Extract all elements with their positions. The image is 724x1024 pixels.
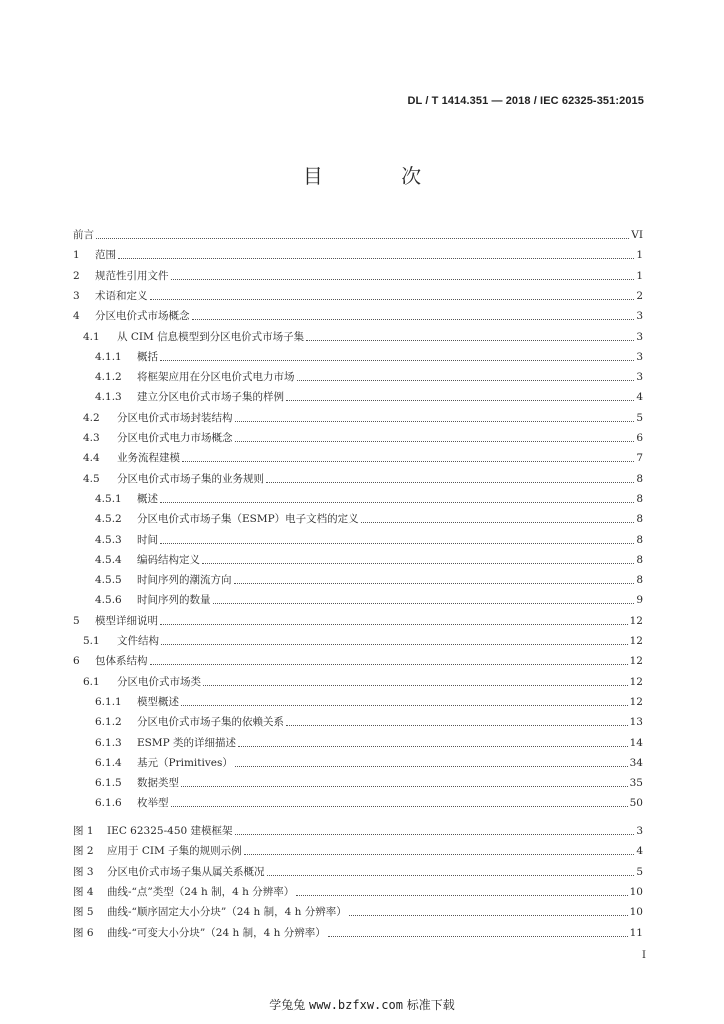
entry-page-number: 5 — [636, 411, 643, 424]
entry-number: 6.1 — [83, 675, 100, 688]
entry-page-number: 14 — [629, 736, 643, 749]
toc-entry — [73, 486, 643, 506]
entry-number: 图 2 — [73, 845, 94, 858]
toc-entry — [73, 303, 643, 323]
leader-dots — [182, 460, 634, 462]
leader-dots — [161, 643, 628, 645]
leader-dots — [244, 853, 635, 855]
entry-title: 术语和定义 — [95, 289, 148, 302]
toc-entry — [73, 567, 643, 587]
leader-dots — [203, 684, 628, 686]
leader-dots — [234, 582, 635, 584]
leader-dots — [181, 704, 628, 706]
entry-page-number: 3 — [636, 310, 643, 323]
entry-title: 时间序列的数量 — [137, 594, 211, 607]
entry-number: 4 — [73, 310, 80, 323]
leader-dots — [160, 623, 628, 625]
watermark — [0, 996, 724, 1013]
leader-dots — [171, 278, 635, 280]
leader-dots — [192, 318, 635, 320]
leader-dots — [235, 420, 635, 422]
entry-page-number: 12 — [629, 614, 643, 627]
leader-dots — [286, 399, 634, 401]
entry-number: 图 1 — [73, 825, 94, 837]
leader-dots — [296, 894, 627, 896]
entry-page-number: 3 — [636, 371, 643, 384]
entry-page-number: 8 — [636, 492, 643, 505]
leader-dots — [150, 663, 628, 665]
entry-page-number: 12 — [629, 675, 643, 688]
entry-title: IEC 62325-450 建模框架 — [107, 825, 233, 837]
entry-number: 6.1.3 — [95, 736, 122, 749]
entry-number: 图 3 — [73, 865, 94, 878]
leader-dots — [160, 501, 634, 503]
entry-page-number: 7 — [636, 452, 643, 465]
entry-page-number: 11 — [629, 926, 643, 939]
watermark-brand: 学兔兔 — [269, 998, 306, 1012]
entry-title: 曲线-“点”类型（24 h 制，4 h 分辨率） — [107, 885, 295, 898]
entry-title: 建立分区电价式市场子集的样例 — [137, 391, 284, 404]
entry-title: 分区电价式市场概念 — [95, 310, 190, 323]
leader-dots — [235, 440, 635, 442]
entry-number: 4.1.1 — [95, 350, 122, 363]
toc-entry — [73, 283, 643, 303]
entry-title: 将框架应用在分区电价式电力市场 — [137, 371, 295, 384]
entry-page-number: 3 — [636, 825, 643, 837]
entry-number: 6.1.2 — [95, 716, 122, 729]
toc-entry — [73, 628, 643, 648]
leader-dots — [306, 339, 634, 341]
entry-title: 曲线-“可变大小分块”（24 h 制，4 h 分辨率） — [107, 926, 326, 939]
entry-title: 分区电价式市场子集（ESMP）电子文档的定义 — [137, 513, 359, 526]
entry-page-number: 2 — [636, 289, 643, 302]
entry-title: 模型概述 — [137, 695, 179, 708]
leader-dots — [171, 805, 628, 807]
entry-number: 3 — [73, 289, 80, 302]
figure-list-item — [73, 859, 643, 879]
toc-entry — [73, 364, 643, 384]
toc-entry — [73, 730, 643, 750]
leader-dots — [96, 237, 629, 239]
entry-title: 分区电价式电力市场概念 — [117, 432, 233, 444]
toc-entry — [73, 344, 643, 364]
leader-dots — [160, 359, 634, 361]
entry-page-number: 9 — [636, 594, 643, 607]
entry-number: 图 6 — [73, 926, 94, 939]
entry-title: ESMP 类的详细描述 — [137, 736, 237, 749]
toc-entry — [73, 527, 643, 547]
entry-page-number: 8 — [636, 472, 643, 485]
toc-entry — [73, 466, 643, 486]
leader-dots — [297, 379, 635, 381]
entry-number: 4.5.1 — [95, 492, 122, 505]
entry-number: 2 — [73, 269, 80, 282]
entry-title: 分区电价式市场封装结构 — [117, 411, 233, 424]
entry-number: 5.1 — [83, 635, 100, 647]
leader-dots — [266, 481, 634, 483]
entry-title: 枚举型 — [137, 797, 169, 810]
entry-title: 概述 — [137, 492, 158, 505]
leader-dots — [181, 785, 628, 787]
toc-entry — [73, 770, 643, 790]
entry-page-number: 1 — [636, 269, 643, 282]
entry-page-number: 8 — [636, 553, 643, 566]
entry-number: 图 4 — [73, 885, 94, 898]
entry-page-number: 50 — [629, 797, 643, 810]
entry-title: 编码结构定义 — [137, 553, 200, 566]
entry-title: 分区电价式市场子集的依赖关系 — [137, 716, 284, 729]
leader-dots — [328, 935, 628, 937]
entry-page-number: 8 — [636, 533, 643, 546]
entry-title: 时间序列的潮流方向 — [137, 574, 232, 587]
toc-entry — [73, 689, 643, 709]
figure-list-item — [73, 879, 643, 899]
entry-title: 业务流程建模 — [117, 452, 180, 465]
toc-entry — [73, 425, 643, 445]
entry-title: 范围 — [95, 249, 116, 262]
entry-number: 4.5.4 — [95, 553, 122, 566]
figure-list-item — [73, 818, 643, 838]
entry-title: 从 CIM 信息模型到分区电价式市场子集 — [117, 330, 305, 343]
entry-number: 6.1.6 — [95, 797, 122, 810]
toc-entry — [73, 445, 643, 465]
toc-entry — [73, 405, 643, 425]
entry-page-number: 5 — [636, 865, 643, 878]
toc-entry — [73, 709, 643, 729]
entry-number: 4.1 — [83, 330, 100, 343]
entry-number: 4.5.3 — [95, 533, 122, 546]
entry-title: 时间 — [137, 533, 158, 546]
entry-title: 模型详细说明 — [95, 614, 158, 627]
watermark-site: www.bzfxw.com — [309, 998, 403, 1012]
entry-number: 4.1.2 — [95, 371, 122, 384]
leader-dots — [235, 833, 635, 835]
leader-dots — [213, 602, 635, 604]
entry-number: 6.1.5 — [95, 777, 122, 790]
leader-dots — [349, 914, 628, 916]
entry-page-number: 10 — [629, 885, 643, 898]
leader-dots — [267, 874, 635, 876]
entry-title: 分区电价式市场子集从属关系概况 — [107, 865, 265, 878]
entry-number: 4.5.6 — [95, 594, 122, 607]
entry-number: 图 5 — [73, 906, 94, 919]
toc-entry — [73, 669, 643, 689]
toc-entry — [73, 790, 643, 810]
entry-page-number: 6 — [636, 432, 643, 444]
entry-page-number: 4 — [636, 391, 643, 404]
entry-number: 6.1.1 — [95, 695, 122, 708]
entry-title: 数据类型 — [137, 777, 179, 790]
entry-number: 4.5.5 — [95, 574, 122, 587]
leader-dots — [286, 724, 628, 726]
figure-list-item — [73, 838, 643, 858]
entry-page-number: 13 — [629, 716, 643, 729]
entry-title: 文件结构 — [117, 635, 159, 647]
entry-page-number: 1 — [636, 249, 643, 262]
page-title: 目 次 — [302, 164, 458, 188]
toc-entry — [73, 242, 643, 262]
entry-number: 6 — [73, 655, 80, 668]
page-number: I — [642, 950, 646, 961]
standard-number-header: DL / T 1414.351 — 2018 / IEC 62325-351:2015 — [407, 95, 644, 107]
entry-title: 分区电价式市场子集的业务规则 — [117, 472, 264, 485]
leader-dots — [118, 257, 634, 259]
leader-dots — [238, 745, 628, 747]
entry-page-number: 12 — [629, 635, 643, 647]
toc-entry — [73, 384, 643, 404]
entry-number: 4.2 — [83, 411, 100, 424]
toc-entry — [73, 750, 643, 770]
entry-number: 4.5 — [83, 472, 100, 485]
toc-entry — [73, 506, 643, 526]
entry-title: 包体系结构 — [95, 655, 148, 668]
figure-list-item — [73, 899, 643, 919]
entry-number: 1 — [73, 249, 80, 262]
leader-dots — [235, 765, 628, 767]
entry-title: 概括 — [137, 350, 158, 363]
entry-page-number: VI — [631, 229, 643, 241]
toc-entry — [73, 324, 643, 344]
entry-number: 4.1.3 — [95, 391, 122, 404]
entry-number: 4.3 — [83, 432, 100, 444]
entry-page-number: 3 — [636, 350, 643, 363]
entry-title: 应用于 CIM 子集的规则示例 — [107, 845, 242, 858]
entry-title: 基元（Primitives） — [137, 756, 233, 769]
figure-list-item — [73, 920, 643, 940]
leader-dots — [202, 562, 634, 564]
entry-number: 6.1.4 — [95, 756, 122, 769]
entry-page-number: 4 — [636, 845, 643, 858]
entry-page-number: 10 — [629, 906, 643, 919]
toc-entry — [73, 608, 643, 628]
watermark-text: 标准下载 — [406, 998, 455, 1012]
toc-entry — [73, 263, 643, 283]
entry-number: 4.5.2 — [95, 513, 122, 526]
entry-number: 5 — [73, 614, 80, 627]
toc-entry — [73, 222, 643, 242]
entry-title: 规范性引用文件 — [95, 269, 169, 282]
entry-page-number: 12 — [629, 695, 643, 708]
entry-page-number: 8 — [636, 574, 643, 587]
entry-page-number: 34 — [629, 756, 643, 769]
toc-entry — [73, 587, 643, 607]
leader-dots — [361, 521, 635, 523]
entry-page-number: 35 — [629, 777, 643, 790]
toc-entry — [73, 648, 643, 668]
entry-page-number: 12 — [629, 655, 643, 668]
entry-title: 分区电价式市场类 — [117, 675, 201, 688]
entry-title: 曲线-“顺序固定大小分块”（24 h 制，4 h 分辨率） — [107, 906, 347, 919]
entry-page-number: 3 — [636, 330, 643, 343]
leader-dots — [150, 298, 635, 300]
leader-dots — [160, 542, 634, 544]
entry-page-number: 8 — [636, 513, 643, 526]
entry-number: 4.4 — [83, 452, 100, 465]
toc-entry — [73, 547, 643, 567]
entry-title: 前言 — [73, 229, 94, 241]
